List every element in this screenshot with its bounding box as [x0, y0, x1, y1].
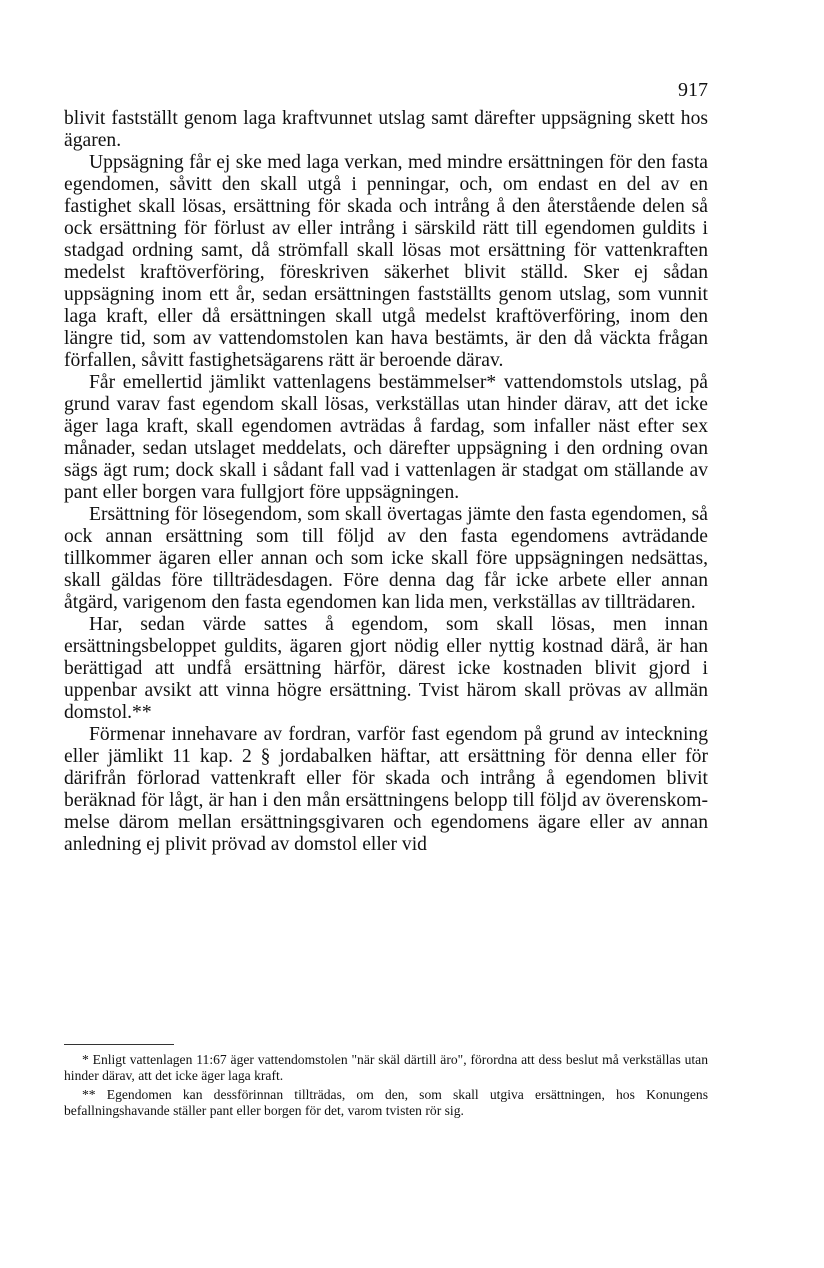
page-number: 917 — [678, 79, 708, 101]
paragraph-2: Uppsägning får ej ske med laga verkan, med mindre ersättningen för den fasta egendomen, såvitt den skall utgå i penningar, och, om endast en del av en fastighet skall lösas, ersättning för skada och intrång å den återstående delen så ock ersättning för förlust av eller intrång i särskild rätt till egendomen guldits i stadgad ordning samt, då strömfall skall lösas mot ersättning för vattenkraften medelst kraftöverföring, föreskriven säkerhet blivit ställd. Sker ej sådan uppsägning inom ett år, sedan ersättningen fastställts genom utslag, som vunnit laga kraft, eller då ersättningen skall utgå medelst kraftöverföring, inom den längre tid, som av vattendomstolen kan hava bestämts, är den då väckta frågan förfallen, såvitt fastighetsägarens rätt är beroende därav. — [64, 152, 708, 371]
paragraph-1: blivit fastställt genom laga kraftvunnet utslag samt därefter uppsägning skett hos ägaren. — [64, 108, 708, 151]
body-text — [64, 108, 708, 856]
footnote-divider — [64, 1044, 174, 1045]
footnote-2: ** Egendomen kan dessförinnan tillträdas, om den, som skall utgiva ersättningen, hos Konungens befallningshavande ställer pant eller borgen för det, varom tvisten rör sig. — [64, 1087, 708, 1118]
paragraph-5: Har, sedan värde sattes å egendom, som skall lösas, men innan ersättningsbeloppet guldits, ägaren gjort nödig eller nyttig kostnad därå, är han berättigad att undfå ersättning härför, därest icke kostnaden blivit gjord i uppenbar avsikt att vinna högre ersättning. Tvist härom skall prövas av allmän domstol.** — [64, 614, 708, 723]
paragraph-6: Förmenar innehavare av fordran, varför fast egendom på grund av inteckning eller jämlikt 11 kap. 2 § jordabalken häftar, att ersättning för denna eller för därifrån förlorad vattenkraft eller för skada och intrång å egendomen blivit beräknad för lågt, är han i den mån ersättningens belopp till följd av överenskommelse därom mellan ersättningsgivaren och egendomens ägare eller av annan anledning ej plivit prövad av domstol eller vid — [64, 724, 708, 855]
paragraph-3: Får emellertid jämlikt vattenlagens bestämmelser* vattendomstols utslag, på grund varav fast egendom skall lösas, verkställas utan hinder därav, att det icke äger laga kraft, skall egendomen avträdas å fardag, som infaller näst efter sex månader, sedan utslaget meddelats, och därefter uppsägning i den ordning ovan sägs ägt rum; dock skall i sådant fall vad i vattenlagen är stadgat om ställande av pant eller borgen vara fullgjort före uppsägningen. — [64, 372, 708, 503]
footnotes — [64, 1052, 708, 1122]
footnote-1: * Enligt vattenlagen 11:67 äger vattendomstolen "när skäl därtill äro", förordna att dess beslut må verkställas utan hinder därav, att det icke äger laga kraft. — [64, 1052, 708, 1083]
paragraph-4: Ersättning för lösegendom, som skall övertagas jämte den fasta egendomen, så ock annan ersättning som till följd av den fasta egendomens avträdande tillkommer ägaren eller annan och som icke skall före uppsägningen nedsättas, skall gäldas före tillträdesdagen. Före denna dag får icke arbete eller annan åtgärd, varigenom den fasta egendomen kan lida men, verkställas av tillträdaren. — [64, 504, 708, 613]
